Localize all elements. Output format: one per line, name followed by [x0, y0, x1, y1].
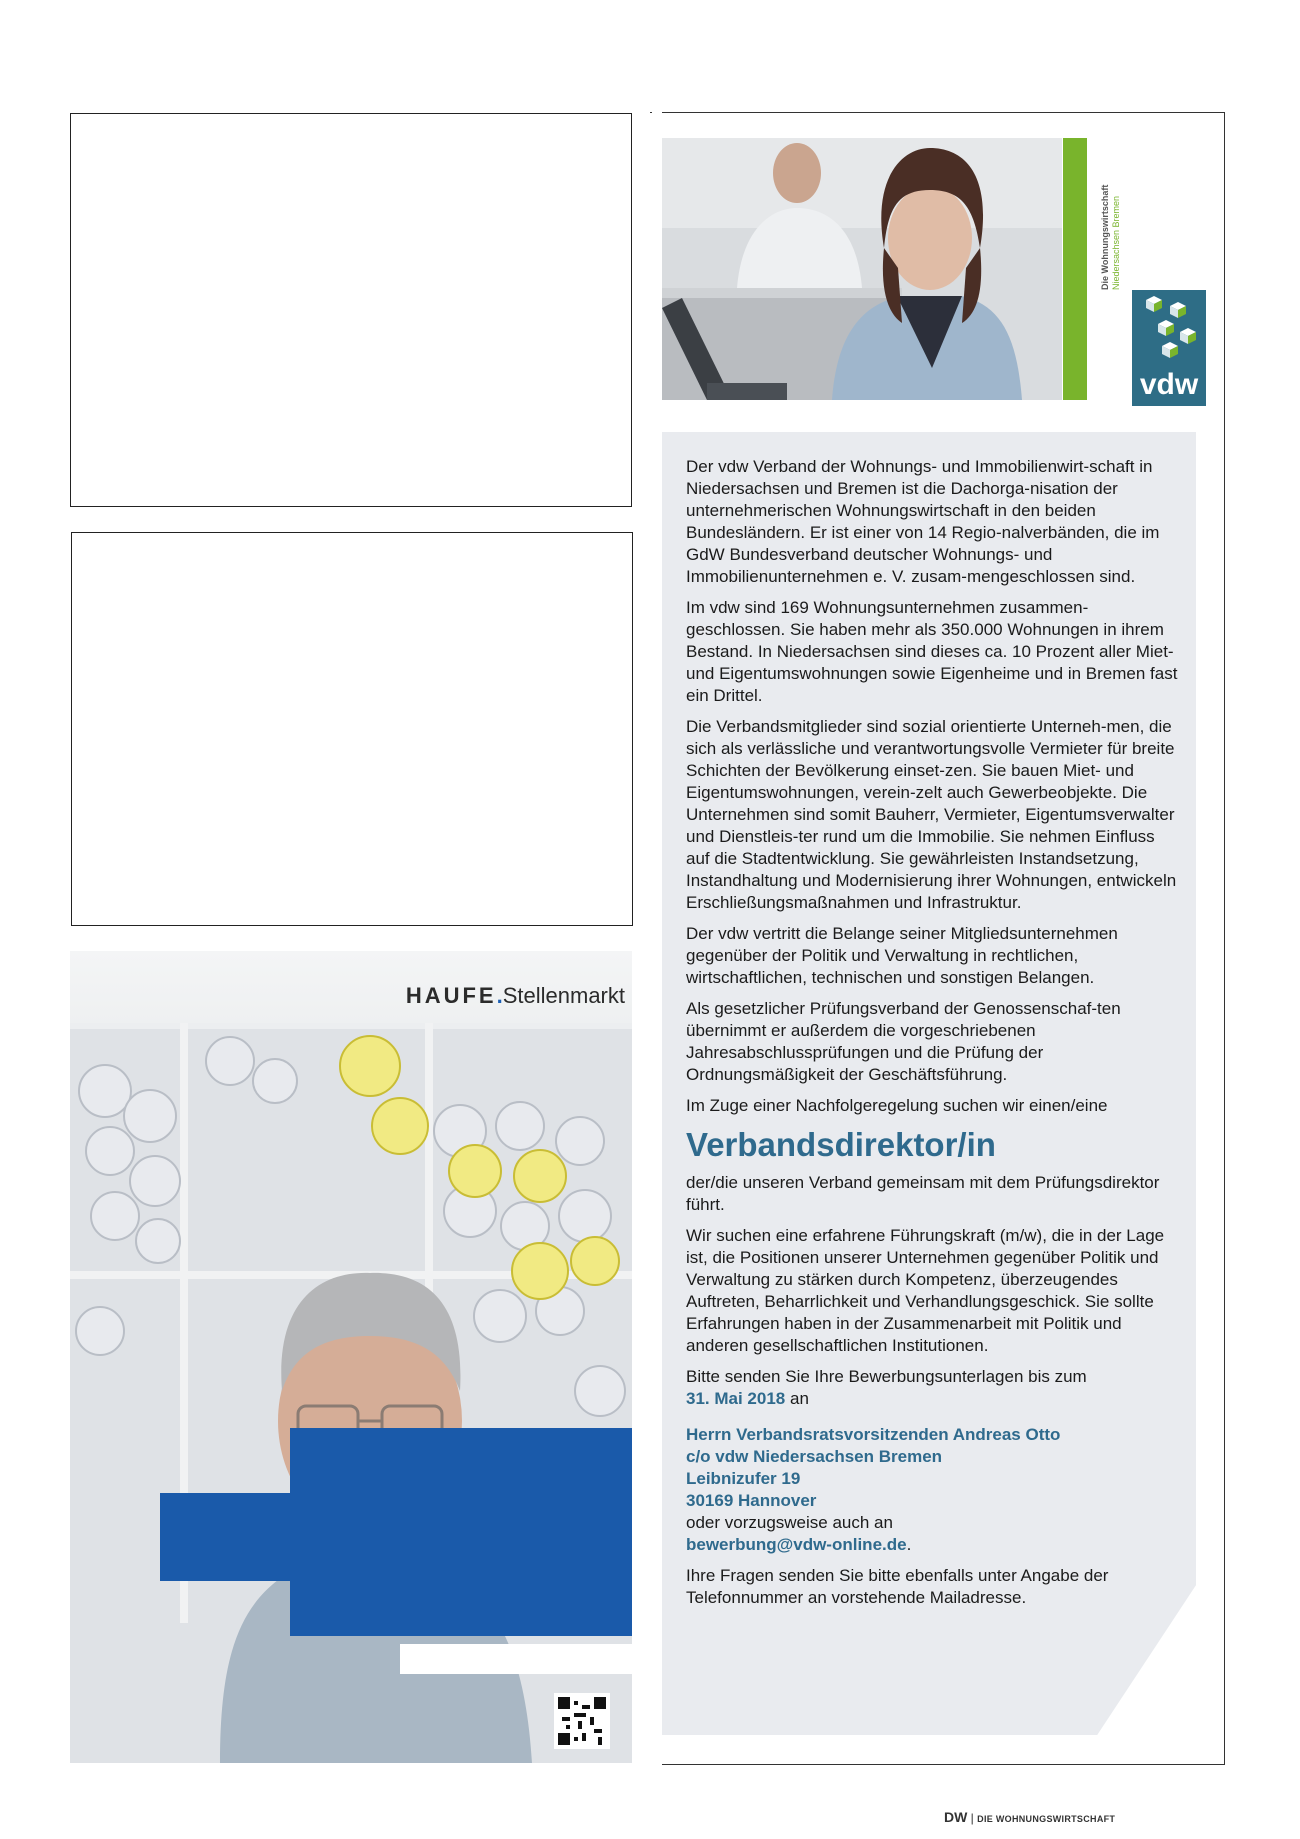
qr-code-icon: [558, 1697, 606, 1745]
search-intro-paragraph: Im Zuge einer Nachfolgeregelung suchen wir einen/eine: [686, 1096, 1108, 1115]
vdw-logo: [1132, 290, 1206, 406]
email-prefix: oder vorzugsweise auch an: [686, 1513, 893, 1532]
haufe-brand-dot: .: [496, 983, 503, 1008]
vdw-logo-side-line2: Niedersachsen Bremen: [1111, 195, 1121, 290]
address-line-street: Leibnizufer 19: [686, 1469, 801, 1488]
vdw-logo-cubes-icon: [1138, 294, 1202, 364]
empty-ad-box-middle: [71, 532, 633, 926]
footer-separator: |: [970, 1811, 974, 1825]
address-line-co: c/o vdw Niedersachsen Bremen: [686, 1447, 943, 1466]
vdw-logo-mark: vdw: [1139, 368, 1199, 401]
address-line-recipient: Herrn Verbandsratsvorsitzenden Andreas Otto: [686, 1425, 1061, 1444]
white-strip: [400, 1644, 632, 1674]
vdw-ad-body: [686, 456, 1180, 1618]
vdw-logo-side-text: [1100, 185, 1122, 290]
vdw-logo-side-line1: Die Wohnungswirtschaft: [1100, 184, 1110, 290]
members-paragraph: Im vdw sind 169 Wohnungsunternehmen zusammen-geschlossen. Sie haben mehr als 350.000 Wohnungen in ihrem Bestand. In Niedersachsen sind dieses ca. 10 Prozent aller Miet- und Eigentumswohnungen sowie Eigenheime und in Bremen fast ein Drittel.: [686, 598, 1178, 705]
representation-paragraph: Der vdw vertritt die Belange seiner Mitgliedsunternehmen gegenüber der Politik und Verwaltung in rechtlichen, wirtschaftlichen, technischen und sonstigen Belangen.: [686, 924, 1118, 987]
qr-code[interactable]: [554, 1693, 610, 1749]
deadline-prefix: Bitte senden Sie Ihre Bewerbungsunterlagen bis zum: [686, 1367, 1087, 1386]
haufe-brand-sub: Stellenmarkt: [502, 983, 625, 1008]
job-title-headline: Verbandsdirektor/in: [686, 1126, 996, 1163]
job-subtitle-paragraph: der/die unseren Verband gemeinsam mit dem Prüfungsdirektor führt.: [686, 1173, 1160, 1214]
deadline-date: 31. Mai 2018: [686, 1389, 786, 1408]
green-accent-bar: [1063, 138, 1087, 400]
footer-title: DIE WOHNUNGSWIRTSCHAFT: [977, 1814, 1116, 1824]
empty-ad-box-top: [70, 113, 632, 507]
deadline-paragraph: [686, 1366, 1180, 1410]
audit-paragraph: Als gesetzlicher Prüfungsverband der Genossenschaf-ten übernimmt er außerdem die vorgeschriebenen Jahresabschlussprüfungen und die Prüfung der Ordnungsmäßigkeit der Geschäftsführung.: [686, 999, 1121, 1084]
footer-abbr: DW: [944, 1809, 968, 1825]
application-address: [686, 1424, 1180, 1556]
email-link[interactable]: bewerbung@vdw-online.de: [686, 1535, 907, 1554]
profile-paragraph: Wir suchen eine erfahrene Führungskraft (m/w), die in der Lage ist, die Positionen unserer Unternehmen gegenüber Politik und Verwaltung zu stärken durch Kompetenz, überzeugendes Auftreten, Beharrlichkeit und Verhandlungsgeschick. Sie sollte Erfahrungen haben in der Zusammenarbeit mit Politik und anderen gesellschaftlichen Institutionen.: [686, 1226, 1165, 1355]
blue-block-middle: [160, 1493, 632, 1581]
haufe-brand-logo: [295, 983, 625, 1009]
page-footer-mark: [944, 1809, 1115, 1825]
haufe-brand-main: HAUFE: [405, 983, 497, 1008]
address-line-city: 30169 Hannover: [686, 1491, 817, 1510]
email-suffix: .: [906, 1535, 912, 1554]
haufe-stellenmarkt-ad: [70, 951, 632, 1763]
mission-paragraph: Die Verbandsmitglieder sind sozial orientierte Unterneh-men, die sich als verlässliche und verantwortungsvolle Vermieter für breite Schichten der Bevölkerung einset-zen. Sie bauen Miet- und Eigentumswohnungen, verein-zelt auch Gewerbeobjekte. Die Unternehmen sind somit Bauherr, Vermieter, Eigentumsverwalter und Dienstleis-ter rund um die Immobilie. Sie nehmen Einfluss auf die Stadtentwicklung. Sie gewährleisten Instandsetzung, Instandhaltung und Modernisierung ihrer Wohnungen, entwickeln Erschließungsmaßnahmen und Infrastruktur.: [686, 717, 1177, 912]
office-shelf-illustration: [70, 951, 632, 1763]
deadline-suffix: an: [789, 1389, 809, 1408]
intro-paragraph: Der vdw Verband der Wohnungs- und Immobilienwirt-schaft in Niedersachsen und Bremen ist die Dachorga-nisation der unternehmerischen Wohnungswirtschaft in den beiden Bundesländern. Er ist einer von 14 Regio-nalverbänden, die im GdW Bundesverband deutscher Wohnungs- und Immobilienunternehmen e. V. zusam-mengeschlossen sind.: [686, 457, 1160, 586]
frame-left-tick-top: [650, 112, 652, 113]
blue-block-lower: [290, 1576, 632, 1636]
vdw-header-photo: [662, 138, 1062, 400]
haufe-ad-background: [70, 951, 632, 1763]
office-team-photo: [662, 138, 1062, 400]
closing-paragraph: Ihre Fragen senden Sie bitte ebenfalls unter Angabe der Telefonnummer an vorstehende Mailadresse.: [686, 1566, 1109, 1607]
